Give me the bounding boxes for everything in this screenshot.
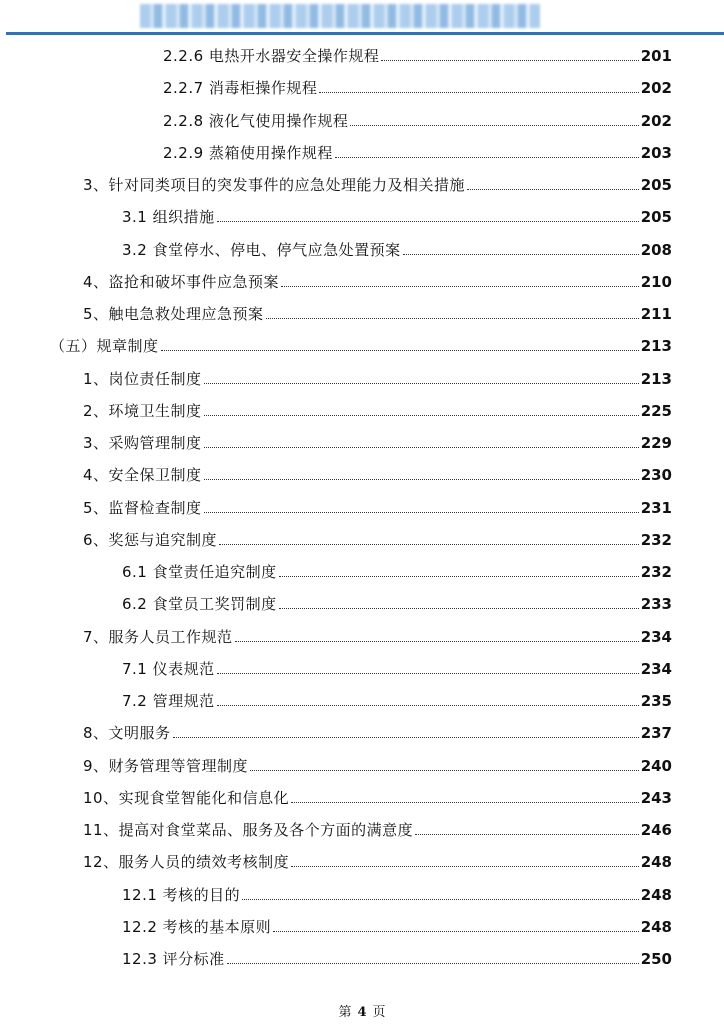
- toc-entry[interactable]: [122, 556, 672, 582]
- dot-leader: [279, 575, 639, 577]
- toc-entry-page: 230: [640, 466, 672, 484]
- toc-entry-page: 210: [640, 273, 672, 291]
- dot-leader: [291, 801, 639, 803]
- toc-entry-label: 6.1 食堂责任追究制度: [122, 563, 277, 581]
- toc-entry[interactable]: [163, 105, 672, 131]
- toc-entry-label: 1、岗位责任制度: [83, 370, 202, 388]
- toc-entry[interactable]: [50, 330, 672, 356]
- toc-entry[interactable]: [83, 846, 672, 872]
- toc-entry-label: 7.1 仪表规范: [122, 660, 215, 678]
- footer-page-number: 4: [357, 1005, 367, 1020]
- dot-leader: [335, 156, 639, 158]
- toc-entry-page: 213: [640, 337, 672, 355]
- dot-leader: [227, 962, 639, 964]
- toc-entry-label: （五）规章制度: [50, 337, 159, 355]
- toc-entry-page: 237: [640, 724, 672, 742]
- dot-leader: [415, 833, 639, 835]
- dot-leader: [467, 188, 639, 190]
- toc-entry[interactable]: [83, 814, 672, 840]
- dot-leader: [217, 672, 639, 674]
- toc-entry-page: 213: [640, 370, 672, 388]
- toc-entry-page: 248: [640, 853, 672, 871]
- dot-leader: [204, 511, 639, 513]
- dot-leader: [217, 704, 639, 706]
- toc-entry-label: 2.2.8 液化气使用操作规程: [163, 112, 349, 130]
- toc-entry[interactable]: [122, 653, 672, 679]
- footer-suffix: 页: [372, 1005, 386, 1020]
- dot-leader: [219, 543, 639, 545]
- dot-leader: [204, 414, 639, 416]
- toc-entry[interactable]: [163, 40, 672, 66]
- toc-entry-page: 205: [640, 176, 672, 194]
- dot-leader: [217, 220, 639, 222]
- toc-entry-page: 232: [640, 563, 672, 581]
- toc-entry[interactable]: [83, 621, 672, 647]
- toc-entry-page: 202: [640, 79, 672, 97]
- toc-entry[interactable]: [122, 588, 672, 614]
- toc-entry[interactable]: [83, 298, 672, 324]
- toc-entry-label: 5、触电急救处理应急预案: [83, 305, 264, 323]
- toc-entry[interactable]: [122, 685, 672, 711]
- toc-entry[interactable]: [122, 879, 672, 905]
- dot-leader: [281, 285, 639, 287]
- dot-leader: [291, 865, 639, 867]
- toc-entry-label: 2.2.6 电热开水器安全操作规程: [163, 47, 380, 65]
- toc-entry-label: 12.1 考核的目的: [122, 886, 241, 904]
- toc-entry[interactable]: [83, 395, 672, 421]
- toc-entry[interactable]: [83, 427, 672, 453]
- toc-entry-label: 12.3 评分标准: [122, 950, 225, 968]
- toc-entry-page: 232: [640, 531, 672, 549]
- page-footer: [0, 1001, 724, 1020]
- toc-entry[interactable]: [83, 492, 672, 518]
- toc-entry-page: 211: [640, 305, 672, 323]
- toc-entry-page: 250: [640, 950, 672, 968]
- toc-entry[interactable]: [122, 911, 672, 937]
- toc-entry-label: 9、财务管理等管理制度: [83, 757, 249, 775]
- dot-leader: [319, 91, 638, 93]
- toc-entry-page: 229: [640, 434, 672, 452]
- toc-entry-page: 201: [640, 47, 672, 65]
- toc-entry[interactable]: [83, 363, 672, 389]
- toc-entry-label: 3.2 食堂停水、停电、停气应急处置预案: [122, 241, 401, 259]
- toc-entry[interactable]: [83, 459, 672, 485]
- toc-entry-page: 235: [640, 692, 672, 710]
- toc-entry-page: 208: [640, 241, 672, 259]
- toc-entry-label: 3.1 组织措施: [122, 208, 215, 226]
- toc-entry-label: 12.2 考核的基本原则: [122, 918, 272, 936]
- toc-entry-page: 246: [640, 821, 672, 839]
- toc-entry-page: 240: [640, 757, 672, 775]
- toc-entry-page: 234: [640, 660, 672, 678]
- toc-entry-label: 3、针对同类项目的突发事件的应急处理能力及相关措施: [83, 176, 466, 194]
- toc-entry[interactable]: [83, 169, 672, 195]
- dot-leader: [161, 349, 639, 351]
- toc-entry-label: 2、环境卫生制度: [83, 402, 202, 420]
- toc-entry-page: 248: [640, 918, 672, 936]
- dot-leader: [173, 736, 639, 738]
- toc-entry-label: 11、提高对食堂菜品、服务及各个方面的满意度: [83, 821, 414, 839]
- toc-entry-label: 5、监督检查制度: [83, 499, 202, 517]
- dot-leader: [350, 124, 638, 126]
- toc-entry[interactable]: [122, 234, 672, 260]
- toc-entry[interactable]: [83, 266, 672, 292]
- toc-entry[interactable]: [83, 524, 672, 550]
- toc-entry[interactable]: [122, 943, 672, 969]
- toc-entry-label: 6、奖惩与追究制度: [83, 531, 218, 549]
- toc-entry-page: 231: [640, 499, 672, 517]
- page-header: [0, 0, 724, 34]
- toc-entry-label: 4、安全保卫制度: [83, 466, 202, 484]
- blurred-company-logo: [140, 4, 540, 28]
- toc-entry-label: 7、服务人员工作规范: [83, 628, 233, 646]
- toc-entry-label: 12、服务人员的绩效考核制度: [83, 853, 290, 871]
- toc-entry-label: 4、盗抢和破坏事件应急预案: [83, 273, 280, 291]
- toc-entry-page: 203: [640, 144, 672, 162]
- dot-leader: [403, 253, 639, 255]
- dot-leader: [381, 59, 638, 61]
- dot-leader: [242, 898, 639, 900]
- toc-entry[interactable]: [83, 750, 672, 776]
- toc-entry-page: 233: [640, 595, 672, 613]
- toc-entry-page: 225: [640, 402, 672, 420]
- toc-entry-label: 6.2 食堂员工奖罚制度: [122, 595, 277, 613]
- toc-entry[interactable]: [83, 782, 672, 808]
- dot-leader: [250, 769, 639, 771]
- toc-entry-label: 2.2.9 蒸箱使用操作规程: [163, 144, 333, 162]
- toc-entry[interactable]: [122, 201, 672, 227]
- dot-leader: [235, 640, 639, 642]
- footer-prefix: 第: [338, 1005, 352, 1020]
- toc-entry-label: 10、实现食堂智能化和信息化: [83, 789, 290, 807]
- dot-leader: [266, 317, 639, 319]
- toc-entry[interactable]: [163, 137, 672, 163]
- toc-entry-page: 234: [640, 628, 672, 646]
- toc-entry-label: 2.2.7 消毒柜操作规程: [163, 79, 318, 97]
- toc-entry[interactable]: [83, 717, 672, 743]
- dot-leader: [279, 607, 639, 609]
- toc-entry-label: 8、文明服务: [83, 724, 171, 742]
- dot-leader: [204, 446, 639, 448]
- toc-entry-page: 248: [640, 886, 672, 904]
- header-rule: [6, 32, 724, 35]
- dot-leader: [204, 382, 639, 384]
- dot-leader: [204, 478, 639, 480]
- toc-entry-page: 205: [640, 208, 672, 226]
- toc-entry-page: 243: [640, 789, 672, 807]
- toc-entry-label: 7.2 管理规范: [122, 692, 215, 710]
- dot-leader: [273, 930, 639, 932]
- toc-entry-label: 3、采购管理制度: [83, 434, 202, 452]
- toc-entry-page: 202: [640, 112, 672, 130]
- toc-entry[interactable]: [163, 72, 672, 98]
